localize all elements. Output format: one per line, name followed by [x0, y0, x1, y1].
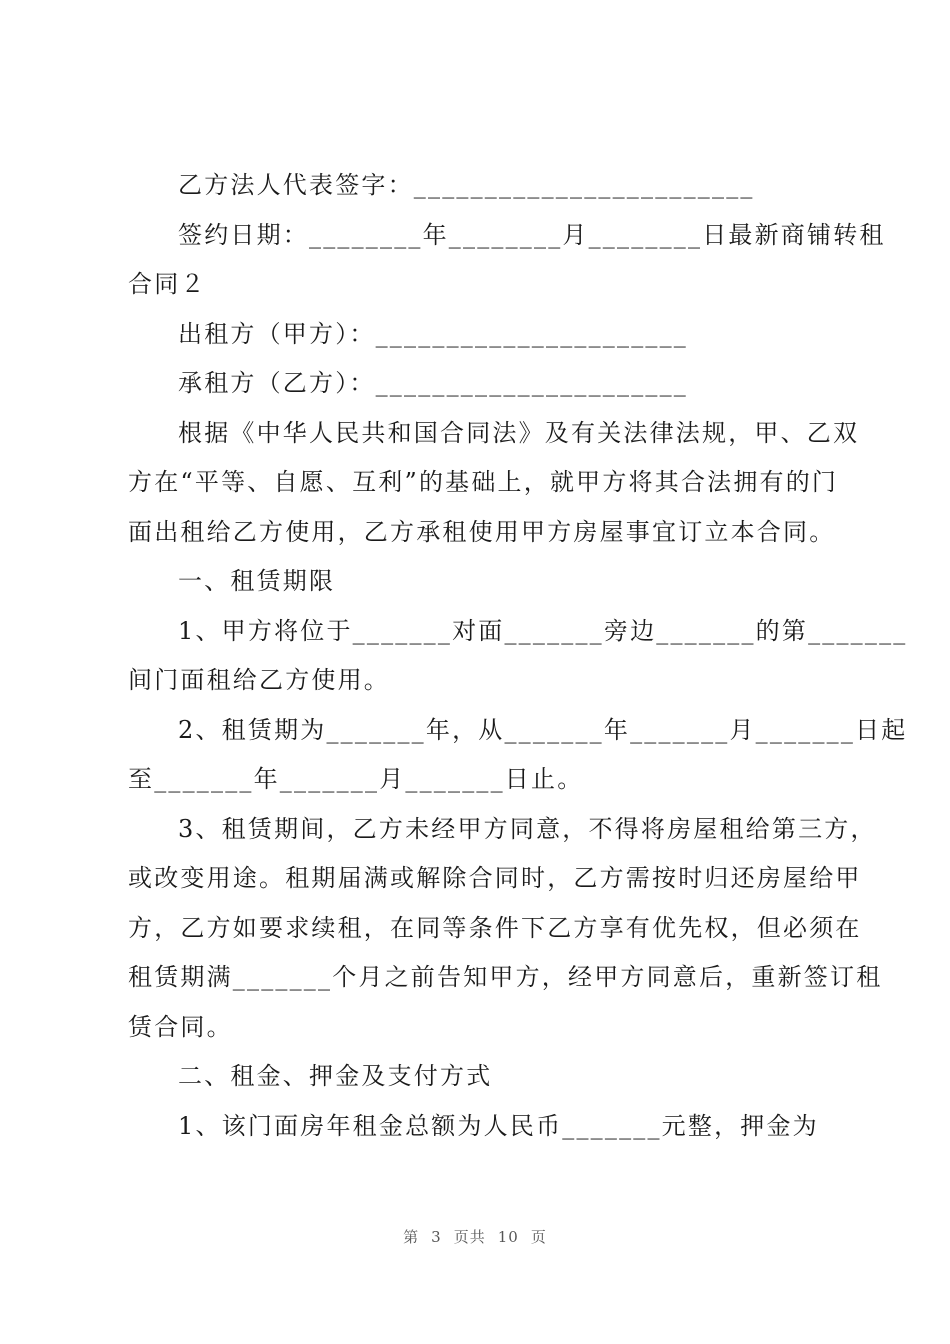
total-pages: 10: [497, 1228, 519, 1246]
signature-line-legal-rep: 乙方法人代表签字：________________________: [178, 171, 755, 199]
page-footer: [0, 1226, 950, 1247]
clause-2-1-line-1: 1、该门面房年租金总额为人民币_______元整，押金为: [178, 1111, 819, 1140]
page-label-prefix: 第: [403, 1228, 420, 1246]
section-heading-rent-deposit: 二、租金、押金及支付方式: [178, 1062, 493, 1090]
page-label-mid: 页共: [453, 1228, 486, 1246]
clause-1-1-line-2: 间门面租给乙方使用。: [128, 666, 390, 694]
clause-1-1-line-1: 1、甲方将位于_______对面_______旁边_______的第_______: [178, 616, 908, 645]
document-body: [128, 161, 908, 1151]
section-heading-lease-term: 一、租赁期限: [178, 567, 336, 595]
preamble-line-3: 面出租给乙方使用，乙方承租使用甲方房屋事宜订立本合同。: [128, 517, 836, 546]
clause-1-2-line-1: 2、租赁期为_______年，从_______年_______月_______日起: [178, 715, 908, 744]
page-number: 3: [431, 1228, 442, 1246]
signing-date-line: 签约日期：________年________月________日最新商铺转租: [178, 220, 886, 249]
clause-1-2-line-2: 至_______年_______月_______日止。: [128, 765, 584, 793]
lessor-line: 出租方（甲方）：______________________: [178, 319, 688, 348]
preamble-line-1: 根据《中华人民共和国合同法》及有关法律法规，甲、乙双: [178, 418, 860, 447]
lessee-line: 承租方（乙方）：______________________: [178, 369, 688, 397]
contract-title-continuation: 合同２: [128, 270, 207, 298]
clause-1-3-line-5: 赁合同。: [128, 1012, 233, 1041]
clause-1-3-line-1: 3、租赁期间，乙方未经甲方同意，不得将房屋租给第三方，: [178, 814, 877, 843]
clause-1-3-line-3: 方，乙方如要求续租，在同等条件下乙方享有优先权，但必须在: [128, 913, 862, 942]
page-label-suffix: 页: [530, 1228, 547, 1246]
clause-1-3-line-2: 或改变用途。租期届满或解除合同时，乙方需按时归还房屋给甲: [128, 864, 862, 892]
preamble-line-2: 方在“平等、自愿、互利”的基础上，就甲方将其合法拥有的门: [128, 468, 839, 496]
clause-1-3-line-4: 租赁期满_______个月之前告知甲方，经甲方同意后，重新签订租: [128, 963, 883, 991]
